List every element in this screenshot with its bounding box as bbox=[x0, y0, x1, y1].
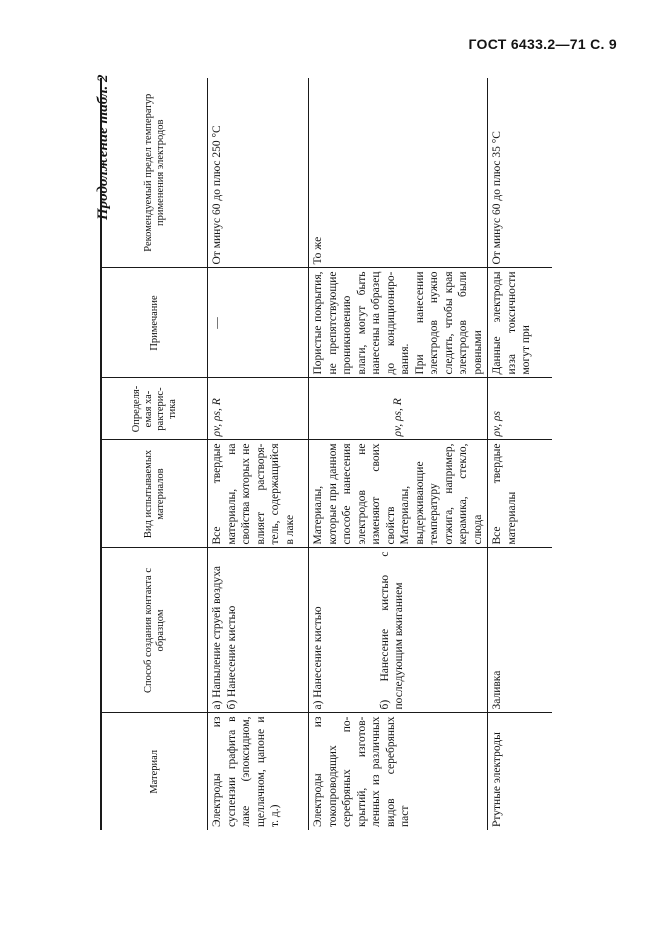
document-page bbox=[100, 78, 618, 830]
method-b: б) Нанесение кистью с последующим вжиганием bbox=[378, 551, 405, 710]
cell-method bbox=[208, 548, 309, 713]
electrodes-table bbox=[100, 78, 552, 830]
cell-note bbox=[309, 268, 488, 378]
method-b: б) Нанесение кистью bbox=[225, 605, 238, 710]
cell-characteristic: ρv, ρs, R bbox=[309, 378, 488, 440]
cell-material: Ртутные электроды bbox=[491, 732, 503, 827]
cell-material-type: Все твердые материалы bbox=[488, 440, 553, 548]
material-type-b: Материалы, выдерживающие температуру отжига, например, керамика, стекло, слюда bbox=[399, 443, 484, 545]
col-header-note: Примечание bbox=[101, 268, 208, 378]
col-header-temperature: Рекомендуемый предел температур применения электродов bbox=[101, 78, 208, 268]
cell-material-type bbox=[309, 440, 488, 548]
table-row bbox=[309, 78, 488, 830]
cell-note: — bbox=[208, 268, 309, 378]
note-a: Пористые покрытия, не препятствующие проникновению влаги, могут быть нанесены на образец до кондиционирования. bbox=[312, 271, 411, 375]
method-a: а) Нанесение кистью bbox=[312, 606, 324, 710]
cell-characteristic: ρv, ρs bbox=[488, 378, 553, 440]
table-row bbox=[488, 78, 553, 830]
cell-temperature: От минус 60 до плюс 35 °С bbox=[488, 78, 553, 268]
method-a: а) Напыление струей воздуха bbox=[211, 566, 223, 710]
cell-characteristic: ρv, ρs, R bbox=[208, 378, 309, 440]
page-header: ГОСТ 6433.2—71 С. 9 bbox=[468, 36, 617, 52]
rotated-table-container bbox=[100, 78, 618, 830]
col-header-characteristic: Определяемая характеристика bbox=[101, 378, 208, 440]
table-header-row bbox=[101, 78, 208, 830]
material-type-a: Материалы, которые при данном способе нанесения электродов не изменяют своих свойств bbox=[312, 443, 397, 545]
cell-material-type: Все твердые материалы, на свойства которых не влияет растворятель, содержащийся в лаке bbox=[208, 440, 309, 548]
note-b: При нанесении электродов нужно следить, чтобы края электродов были ровными bbox=[413, 271, 484, 375]
cell-note: Данные электроды изза токсичности могут при bbox=[488, 268, 553, 378]
table-caption-text: Продолжение табл. 2 bbox=[95, 74, 111, 220]
cell-temperature: То же bbox=[309, 78, 488, 268]
col-header-material-type: Вид испытываемых материалов bbox=[101, 440, 208, 548]
cell-material: Электроды из токопроводящих серебряных покрытий, изготовленных из различных видов серебряных паст bbox=[312, 716, 411, 827]
cell-temperature: От минус 60 до плюс 250 °С bbox=[208, 78, 309, 268]
cell-method: Заливка bbox=[488, 548, 553, 713]
col-header-material: Материал bbox=[148, 749, 160, 794]
cell-method bbox=[309, 548, 488, 713]
table-row bbox=[208, 78, 309, 830]
col-header-method: Способ создания контакта с образцом bbox=[101, 548, 208, 713]
cell-material: Электроды из суспензии графита в лаке (эпоксидном, щеллачном, цапоне и т. д.) bbox=[211, 716, 281, 827]
